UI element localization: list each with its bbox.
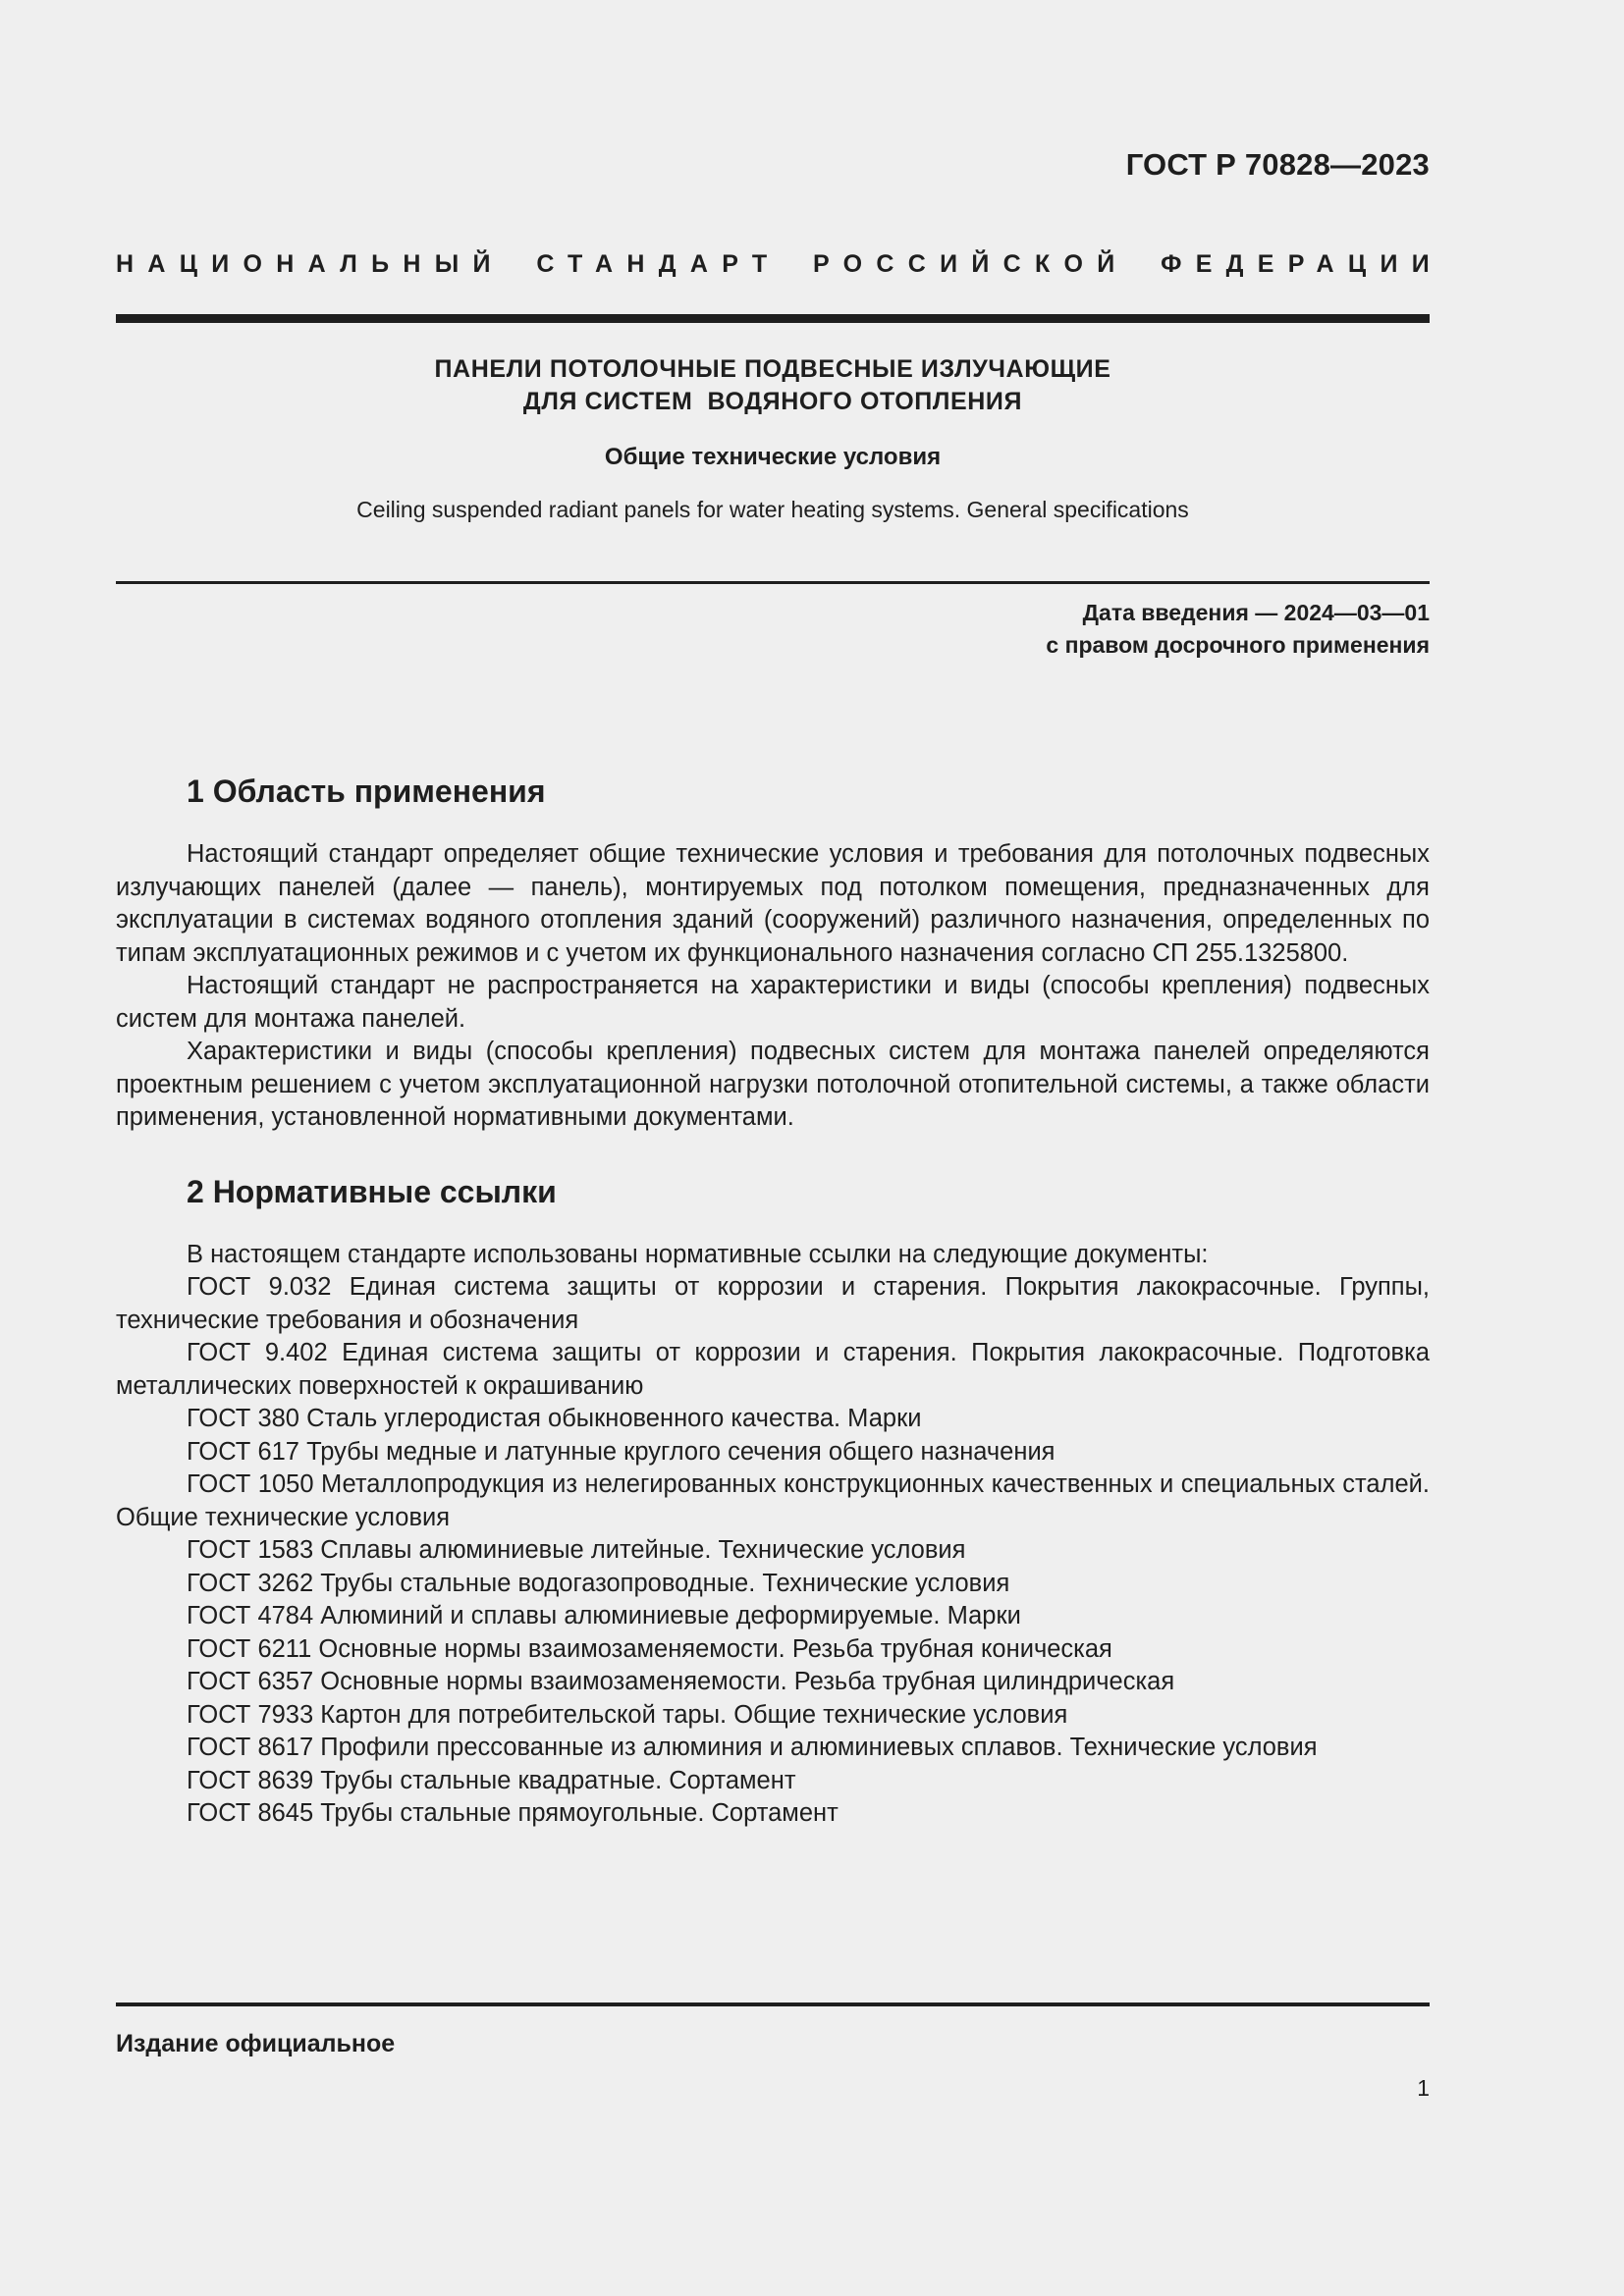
reference-item: ГОСТ 3262 Трубы стальные водогазопроводные. Технические условия [187, 1569, 1010, 1597]
banner-word: СТАНДАРТ [536, 250, 782, 278]
banner-word: РОССИЙСКОЙ [812, 250, 1129, 278]
section-2-heading: 2 Нормативные ссылки [187, 1173, 557, 1209]
introduction-date-block [1046, 597, 1430, 662]
section-2-intro: В настоящем стандарте использованы нормативные ссылки на следующие документы: [187, 1240, 1209, 1268]
national-standard-banner [116, 250, 1443, 279]
introduction-date: Дата введения — 2024—03—01 [1082, 600, 1430, 625]
document-subtitle: Общие технические условия [604, 444, 942, 470]
thick-divider [116, 314, 1430, 323]
reference-item: ГОСТ 7933 Картон для потребительской тары. Общие технические условия [187, 1700, 1068, 1729]
section-1-paragraph: Настоящий стандарт не распространяется на характеристики и виды (способы крепления) подвесных систем для монтажа панелей. [116, 972, 1430, 1033]
early-application-note: с правом досрочного применения [1046, 632, 1430, 658]
reference-item: ГОСТ 4784 Алюминий и сплавы алюминиевые деформируемые. Марки [187, 1602, 1021, 1629]
section-1-paragraph: Характеристики и виды (способы крепления) подвесных систем для монтажа панелей определяются проектным решением с учетом эксплуатационной нагрузки потолочной отопительной системы, а также области применения, установленной нормативными документами. [116, 1038, 1430, 1131]
title-block [116, 353, 1430, 523]
thin-divider [116, 581, 1430, 584]
banner-word: НАЦИОНАЛЬНЫЙ [116, 250, 505, 278]
document-page [116, 0, 1443, 2296]
banner-word: ФЕДЕРАЦИИ [1161, 250, 1443, 278]
document-title-line-1: ПАНЕЛИ ПОТОЛОЧНЫЕ ПОДВЕСНЫЕ ИЗЛУЧАЮЩИЕ [434, 355, 1111, 383]
document-code: ГОСТ Р 70828—2023 [1125, 147, 1430, 182]
reference-item: ГОСТ 617 Трубы медные и латунные круглого сечения общего назначения [187, 1437, 1056, 1466]
reference-item: ГОСТ 1050 Металлопродукция из нелегированных конструкционных качественных и специальных сталей. Общие технические условия [116, 1470, 1430, 1531]
section-1-paragraph: Настоящий стандарт определяет общие технические условия и требования для потолочных подвесных излучающих панелей (далее — панель), монтируемых под потолком помещения, предназначенных для эксплуатации в системах водяного отопления зданий (сооружений) различного назначения, определенных по типам эксплуатационных режимов и с учетом их функционального назначения согласно СП 255.1325800. [116, 840, 1430, 967]
reference-item: ГОСТ 9.032 Единая система защиты от коррозии и старения. Покрытия лакокрасочные. Группы, технические требования и обозначения [116, 1273, 1430, 1334]
reference-item: ГОСТ 1583 Сплавы алюминиевые литейные. Технические условия [187, 1536, 966, 1564]
footer-divider [116, 2002, 1430, 2006]
reference-item: ГОСТ 8639 Трубы стальные квадратные. Сортамент [187, 1766, 796, 1794]
reference-item: ГОСТ 9.402 Единая система защиты от коррозии и старения. Покрытия лакокрасочные. Подготовка металлических поверхностей к окрашиванию [116, 1339, 1430, 1400]
document-body [116, 772, 1430, 1831]
reference-item: ГОСТ 8617 Профили прессованные из алюминия и алюминиевых сплавов. Технические условия [187, 1734, 1318, 1761]
reference-item: ГОСТ 6211 Основные нормы взаимозаменяемости. Резьба трубная коническая [187, 1634, 1112, 1663]
section-1-heading: 1 Область применения [187, 774, 546, 809]
reference-item: ГОСТ 380 Сталь углеродистая обыкновенного качества. Марки [187, 1405, 922, 1432]
reference-item: ГОСТ 8645 Трубы стальные прямоугольные. Сортамент [187, 1799, 839, 1827]
document-title-line-2: ДЛЯ СИСТЕМ ВОДЯНОГО ОТОПЛЕНИЯ [522, 388, 1023, 415]
reference-item: ГОСТ 6357 Основные нормы взаимозаменяемости. Резьба трубная цилиндрическая [187, 1668, 1175, 1695]
official-edition-label: Издание официальное [116, 2030, 396, 2057]
english-title: Ceiling suspended radiant panels for water heating systems. General specifications [356, 497, 1189, 522]
page-number: 1 [1417, 2075, 1430, 2101]
